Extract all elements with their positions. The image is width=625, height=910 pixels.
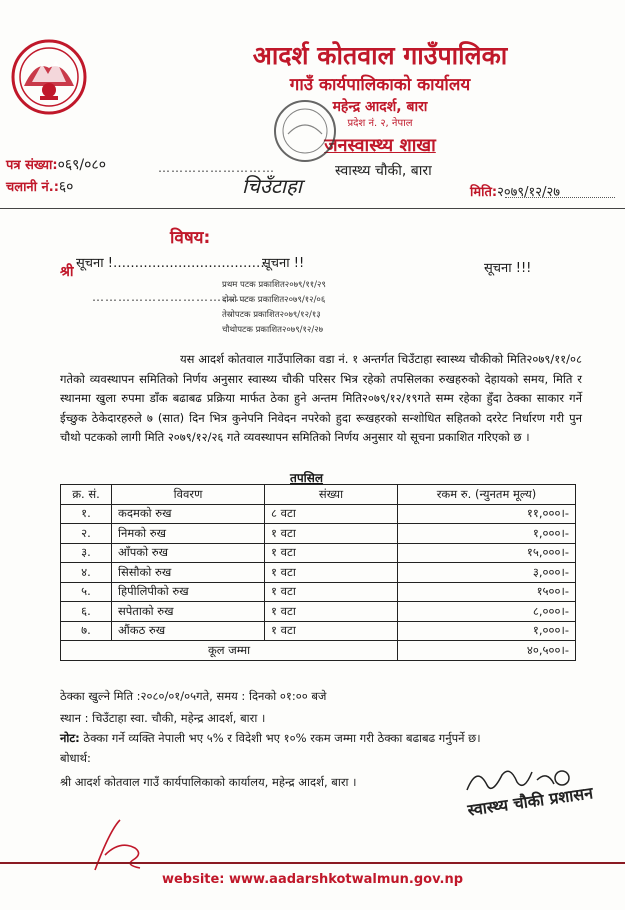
website-link[interactable]: website: www.aadarshkotwalmun.gov.np bbox=[161, 872, 464, 887]
publication-dates bbox=[222, 278, 326, 338]
row-sn: ३. bbox=[61, 543, 112, 563]
shri-label: श्री bbox=[60, 264, 74, 280]
row-sn: ४. bbox=[61, 563, 112, 583]
row-qty: १ वटा bbox=[265, 582, 398, 602]
row-qty: १ वटा bbox=[265, 563, 398, 583]
table-row bbox=[61, 543, 576, 563]
header-amount: रकम रु. (न्युनतम मूल्य) bbox=[398, 485, 576, 505]
table-row bbox=[61, 504, 576, 524]
notice-2: सूचना !! bbox=[262, 256, 305, 271]
letter-number bbox=[6, 155, 106, 174]
table-row bbox=[61, 524, 576, 544]
note-label: नोट: bbox=[60, 731, 80, 745]
header-description: विवरण bbox=[112, 485, 265, 505]
row-amount: ११,०००।- bbox=[398, 504, 576, 524]
row-name: सिसौको रुख bbox=[112, 563, 265, 583]
table-row bbox=[61, 582, 576, 602]
table-row bbox=[61, 602, 576, 622]
publication-date: चौथोपटक प्रकाशित२०७९/१२/२७ bbox=[222, 325, 324, 335]
dispatch-number-value: ६० bbox=[58, 179, 74, 195]
row-name: सपेताको रुख bbox=[112, 602, 265, 622]
row-amount: १,०००।- bbox=[398, 621, 576, 641]
row-name: औंकठ रुख bbox=[112, 621, 265, 641]
notice-paragraph: यस आदर्श कोतवाल गाउँपालिका वडा नं. १ अन्तर्गत चिउँटाहा स्वास्थ्य चौकीको मिति२०७९/११/०८ गतेको व्यवस्थापन समितिको निर्णय अनुसार स्वास्थ्य चौकी परिसर भित्र रहेको तपसिलका रुखहरुको देहायको समय, मिति र स्थानमा खुला रुपमा डाँक बढाबढ प्रक्रिया मार्फत ठेका हुने अन्तम मिति२०७९/१२/१९गते सम्म रहेका हुँदा ठेक्का साकार गर्ने ईच्छुक ठेकेदारहरुले ७ (सात) दिन भित्र कुनेपनि निवेदन नपरेको हुदा रूखहरको सन्शोधित सहितको दररेट निर्धारण गरी पुन चौथो पटकको लागी मिति २०७९/१२/२६ गते व्यवस्थापन समितिको निर्णय अनुसार यो सूचना प्रकाशित गरिएको छ । bbox=[60, 352, 582, 444]
row-qty: १ वटा bbox=[265, 621, 398, 641]
date-underline bbox=[505, 197, 615, 198]
date-value: २०७९/१२/२७ bbox=[497, 185, 560, 200]
row-amount: १५,०००।- bbox=[398, 543, 576, 563]
table-header-row bbox=[61, 485, 576, 505]
publication-date: तेस्रोपटक प्रकाशित२०७९/१२/१३ bbox=[222, 310, 321, 320]
cc-label: बोधार्थ: bbox=[60, 751, 91, 765]
items-table bbox=[60, 484, 576, 661]
row-name: कदमको रुख bbox=[112, 504, 265, 524]
health-post-stamp: स्वास्थ्य चौकी प्रशासन bbox=[466, 783, 595, 820]
cc-office: श्री आदर्श कोतवाल गाउँ कार्यपालिकाको कार्यालय, महेन्द्र आदर्श, बारा । bbox=[60, 775, 357, 789]
branch-name: जनस्वास्थ्य शाखा bbox=[324, 135, 436, 156]
table-row bbox=[61, 563, 576, 583]
recipient-suffix: स्वास्थ्य चौकी, बारा bbox=[335, 163, 432, 179]
row-qty: १ वटा bbox=[265, 543, 398, 563]
total-amount: ४०,५००।- bbox=[398, 641, 576, 661]
row-qty: १ वटा bbox=[265, 602, 398, 622]
dispatch-number-label: चलानी नं.: bbox=[6, 180, 59, 195]
tender-place: स्थान : चिउँटाहा स्वा. चौकी, महेन्द्र आदर्श, बारा । bbox=[60, 711, 266, 725]
table-row bbox=[61, 621, 576, 641]
row-qty: ८ वटा bbox=[265, 504, 398, 524]
row-sn: ७. bbox=[61, 621, 112, 641]
office-province: प्रदेश नं. २, नेपाल bbox=[347, 118, 413, 129]
row-name: निमको रुख bbox=[112, 524, 265, 544]
row-sn: ५. bbox=[61, 582, 112, 602]
subject-label: विषय: bbox=[170, 228, 211, 248]
table-title: तपसिल bbox=[290, 471, 324, 485]
red-initial-signature bbox=[85, 810, 155, 880]
notice-1: सूचना !……………………………… bbox=[76, 256, 269, 271]
tender-opening-date: ठेक्का खुल्ने मिति :२०८०/०१/०५गते, समय : दिनको ०१:०० बजे bbox=[60, 689, 327, 703]
row-sn: २. bbox=[61, 524, 112, 544]
recipient-handwritten: चिउँटाहा bbox=[242, 174, 302, 198]
date-label: मिति: bbox=[470, 185, 498, 200]
notice-body bbox=[60, 350, 582, 448]
header-divider bbox=[0, 208, 625, 209]
row-qty: १ वटा bbox=[265, 524, 398, 544]
table-total-row bbox=[61, 641, 576, 661]
row-amount: १,०००।- bbox=[398, 524, 576, 544]
recipient-dots: ……………………… bbox=[158, 161, 275, 175]
letter-number-label: पत्र संख्या: bbox=[6, 158, 58, 173]
header-quantity: संख्या bbox=[265, 485, 398, 505]
row-name: आँपको रुख bbox=[112, 543, 265, 563]
publication-date: प्रथम पटक प्रकाशित२०७९/११/२९ bbox=[222, 280, 326, 290]
note bbox=[60, 731, 481, 746]
total-label: कूल जम्मा bbox=[61, 641, 398, 661]
row-amount: ८,०००।- bbox=[398, 602, 576, 622]
publication-date: दोस्रो पटक प्रकाशित२०७९/१२/०६ bbox=[222, 295, 326, 305]
header-sn: क्र. सं. bbox=[61, 485, 112, 505]
nepal-emblem-logo bbox=[10, 38, 88, 116]
row-name: हिपीलिपीको रुख bbox=[112, 582, 265, 602]
dispatch-number bbox=[6, 177, 73, 196]
row-amount: १५००।- bbox=[398, 582, 576, 602]
note-text: ठेक्का गर्ने व्यक्ति नेपाली भए ५% र विदेशी भए १०% रकम जम्मा गरी ठेक्का बढाबढ गर्नुपर्ने छ। bbox=[79, 731, 481, 745]
round-stamp-icon bbox=[270, 96, 340, 166]
letter-number-value: ०६९/०८० bbox=[57, 157, 106, 173]
footer-divider bbox=[0, 862, 625, 864]
row-sn: १. bbox=[61, 504, 112, 524]
notice-3: सूचना !!! bbox=[484, 261, 532, 276]
addressee-dots: ……………………………… bbox=[92, 290, 248, 304]
office-subtitle: गाउँ कार्यपालिकाको कार्यालय bbox=[289, 75, 471, 95]
office-address: महेन्द्र आदर्श, बारा bbox=[332, 99, 428, 115]
row-sn: ६. bbox=[61, 602, 112, 622]
row-amount: ३,०००।- bbox=[398, 563, 576, 583]
office-title: आदर्श कोतवाल गाउँपालिका bbox=[252, 41, 508, 70]
